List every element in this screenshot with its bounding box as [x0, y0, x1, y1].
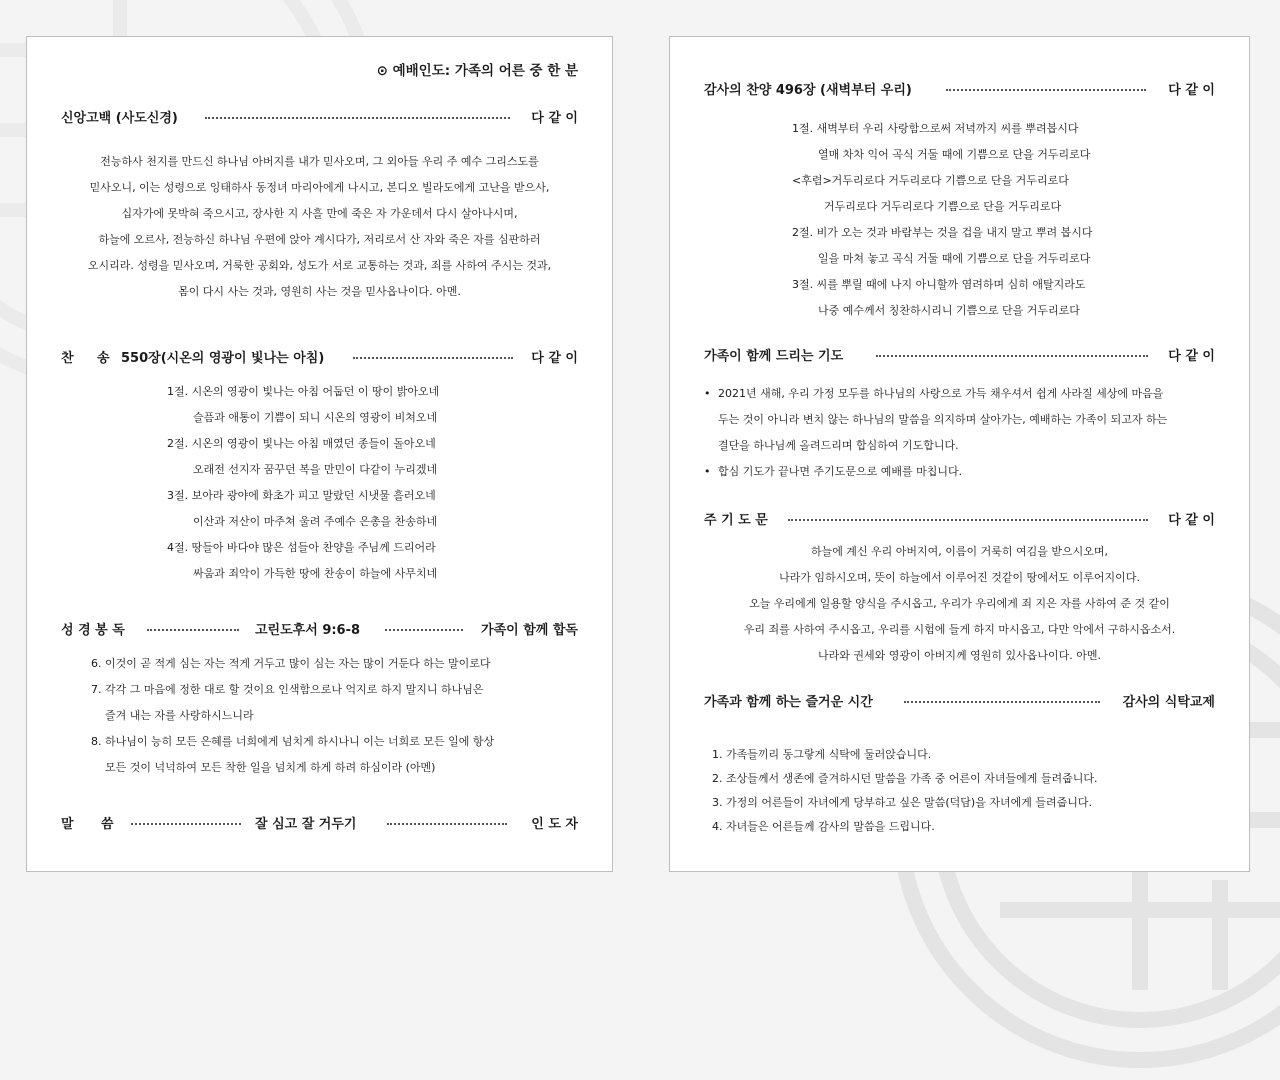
fellowship-title: 가족과 함께 하는 즐거운 시간 [704, 695, 873, 710]
creed-text [47, 149, 592, 305]
prayer-bullet-2: • 합심 기도가 끝나면 주기도문으로 예배를 마칩니다. [704, 459, 1229, 485]
creed-line: 십자가에 못박혀 죽으시고, 장사한 지 사흘 만에 죽은 자 가운데서 다시 살아나시며, [121, 207, 518, 220]
verse-line: 8. 하나님이 능히 모든 은혜를 너희에게 넘치게 하시나니 이는 너희로 모든 일에 항상 [91, 735, 495, 748]
creed-line: 하늘에 오르사, 전능하신 하나님 우편에 앉아 계시다가, 저리로서 산 자와 죽은 자를 심판하러 [98, 233, 541, 246]
dot-leader [788, 519, 1148, 521]
scripture-by: 가족이 함께 합독 [481, 623, 578, 638]
hymn-line: 2절. 비가 오는 것과 바람부는 것을 겁을 내지 말고 뿌려 봅시다 [792, 226, 1093, 239]
prayer-line: 결단을 하나님께 올려드리며 합심하여 기도합니다. [718, 439, 959, 452]
creed-line: 전능하사 천지를 만드신 하나님 아버지를 내가 믿사오며, 그 외아들 우리 주 예수 그리스도를 [100, 155, 539, 168]
lords-prayer-title: 주 기 도 문 [704, 513, 768, 528]
creed-title: 신앙고백 (사도신경) [61, 111, 178, 126]
hymn-line: 나중 예수께서 칭찬하시리니 기쁨으로 단을 거두리로다 [818, 304, 1080, 317]
lords-prayer-by: 다 같 이 [1168, 513, 1215, 528]
dot-leader [904, 701, 1100, 703]
list-item: 3. 가정의 어른들이 자녀에게 당부하고 싶은 말씀(덕담)을 자녀에게 들려줍니다. [712, 796, 1092, 809]
dot-leader [876, 355, 1148, 357]
list-item: 1. 가족들끼리 동그랗게 식탁에 둘러앉습니다. [712, 748, 932, 761]
dot-leader [387, 823, 507, 825]
hymn-line: 일을 마쳐 놓고 곡식 거둘 때에 기쁨으로 단을 거두리로다 [818, 252, 1091, 265]
scripture-text [91, 651, 494, 781]
fellowship-list [712, 743, 1098, 839]
left-page [26, 36, 613, 872]
hymn-title-a: 찬 [61, 351, 74, 366]
fellowship-by: 감사의 식탁교제 [1122, 695, 1215, 710]
prayer-line: 오늘 우리에게 일용할 양식을 주시옵고, 우리가 우리에게 죄 지은 자를 사하여 준 것 같이 [749, 597, 1170, 610]
thanks-hymn-by: 다 같 이 [1168, 83, 1215, 98]
verse-line: 즐겨 내는 자를 사랑하시느니라 [105, 709, 254, 722]
creed-line: 몸이 다시 사는 것과, 영원히 사는 것을 믿사옵나이다. 아멘. [178, 285, 461, 298]
dot-leader [385, 629, 463, 631]
dot-leader [147, 629, 239, 631]
family-prayer-text [704, 381, 1229, 485]
dot-leader [353, 357, 513, 359]
prayer-line: • 2021년 새해, 우리 가정 모두를 하나님의 사랑으로 가득 채우셔서 쉽게 사라질 세상에 마음을 [718, 387, 1164, 400]
verse-line: 7. 각각 그 마음에 정한 대로 할 것이요 인색함으로나 억지로 하지 말지니 하나님은 [91, 683, 484, 696]
verse-line: 6. 이것이 곧 적게 심는 자는 적게 거두고 많이 심는 자는 많이 거둔다 하는 말이로다 [91, 657, 491, 670]
hymn-line: 슬픔과 애통이 기쁨이 되니 시온의 영광이 비쳐오네 [193, 411, 438, 424]
hymn-line: 싸움과 죄악이 가득한 땅에 찬송이 하늘에 사무치네 [193, 567, 438, 580]
hymn-line: 1절. 시온의 영광이 빛나는 아침 어둡던 이 땅이 밝아오네 [167, 385, 440, 398]
prayer-line: 두는 것이 아니라 변치 않는 하나님의 말씀을 의지하며 살아가는, 예배하는 가족이 되고자 하는 [718, 413, 1168, 426]
verse-line: 모든 것이 넉넉하여 모든 착한 일을 넘치게 하게 하려 하심이라 (아멘) [105, 761, 436, 774]
hymn-line: 거두리로다 거두리로다 기쁨으로 단을 거두리로다 [824, 200, 1062, 213]
prayer-line: 나라와 권세와 영광이 아버지께 영원히 있사옵나이다. 아멘. [818, 649, 1101, 662]
thanks-hymn-title: 감사의 찬양 496장 (새벽부터 우리) [704, 83, 912, 98]
sermon-title-b: 씀 [101, 817, 114, 832]
sermon-topic: 잘 심고 잘 거두기 [255, 817, 357, 832]
worship-leader-note: ⊙ 예배인도: 가족의 어른 중 한 분 [376, 63, 578, 79]
family-prayer-by: 다 같 이 [1168, 349, 1215, 364]
hymn-line: 이산과 저산이 마주쳐 울려 주예수 은총을 찬송하네 [193, 515, 438, 528]
hymn-line: 오래전 선지자 꿈꾸던 복을 만민이 다같이 누리겠네 [193, 463, 438, 476]
creed-line: 믿사오니, 이는 성령으로 잉태하사 동정녀 마리아에게 나시고, 본디오 빌라도에게 고난을 받으사, [89, 181, 550, 194]
hymn-line: 2절. 시온의 영광이 빛나는 아침 매였던 종들이 돌아오네 [167, 437, 436, 450]
sermon-by: 인 도 자 [531, 817, 578, 832]
lords-prayer-text [680, 539, 1239, 669]
hymn-song: 550장(시온의 영광이 빛나는 아침) [121, 351, 325, 366]
thanks-hymn-lyrics [792, 116, 1092, 324]
hymn-line: 3절. 씨를 뿌릴 때에 나지 아니할까 염려하며 심히 애탈지라도 [792, 278, 1086, 291]
list-item: 2. 조상들께서 생존에 즐겨하시던 말씀을 가족 중 어른이 자녀들에게 들려줍니다. [712, 772, 1098, 785]
hymn-line: 열매 차차 익어 곡식 거둘 때에 기쁨으로 단을 거두리로다 [818, 148, 1091, 161]
hymn-line: 1절. 새벽부터 우리 사랑함으로써 저녁까지 씨를 뿌려봅시다 [792, 122, 1079, 135]
prayer-bullet-1 [704, 381, 1229, 459]
family-prayer-title: 가족이 함께 드리는 기도 [704, 349, 844, 364]
creed-line: 오시리라. 성령을 믿사오며, 거룩한 공회와, 성도가 서로 교통하는 것과, 죄를 사하여 주시는 것과, [87, 259, 552, 272]
prayer-line: 나라가 임하시오며, 뜻이 하늘에서 이루어진 것같이 땅에서도 이루어지이다. [779, 571, 1140, 584]
scripture-title: 성 경 봉 독 [61, 623, 125, 638]
dot-leader [946, 89, 1146, 91]
list-item: 4. 자녀들은 어른들께 감사의 말씀을 드립니다. [712, 820, 935, 833]
prayer-line: 하늘에 계신 우리 아버지여, 이름이 거룩히 여김을 받으시오며, [810, 545, 1109, 558]
hymn-line: 4절. 땅들아 바다야 많은 섬들아 찬양을 주님께 드리어라 [167, 541, 436, 554]
dot-leader [205, 117, 510, 119]
hymn-by: 다 같 이 [531, 351, 578, 366]
sermon-title-a: 말 [61, 817, 74, 832]
hymn-line: 3절. 보아라 광야에 화초가 피고 말랐던 시냇물 흘러오네 [167, 489, 436, 502]
dot-leader [131, 823, 241, 825]
creed-by: 다 같 이 [531, 111, 578, 126]
prayer-line: 우리 죄를 사하여 주시옵고, 우리를 시험에 들게 하지 마시옵고, 다만 악에서 구하시옵소서. [743, 623, 1176, 636]
right-page [669, 36, 1250, 872]
hymn-title-b: 송 [97, 351, 110, 366]
hymn-lyrics [167, 379, 439, 587]
hymn-line: <후렴>거두리로다 거두리로다 기쁨으로 단을 거두리로다 [792, 174, 1069, 187]
scripture-ref: 고린도후서 9:6-8 [255, 623, 361, 638]
